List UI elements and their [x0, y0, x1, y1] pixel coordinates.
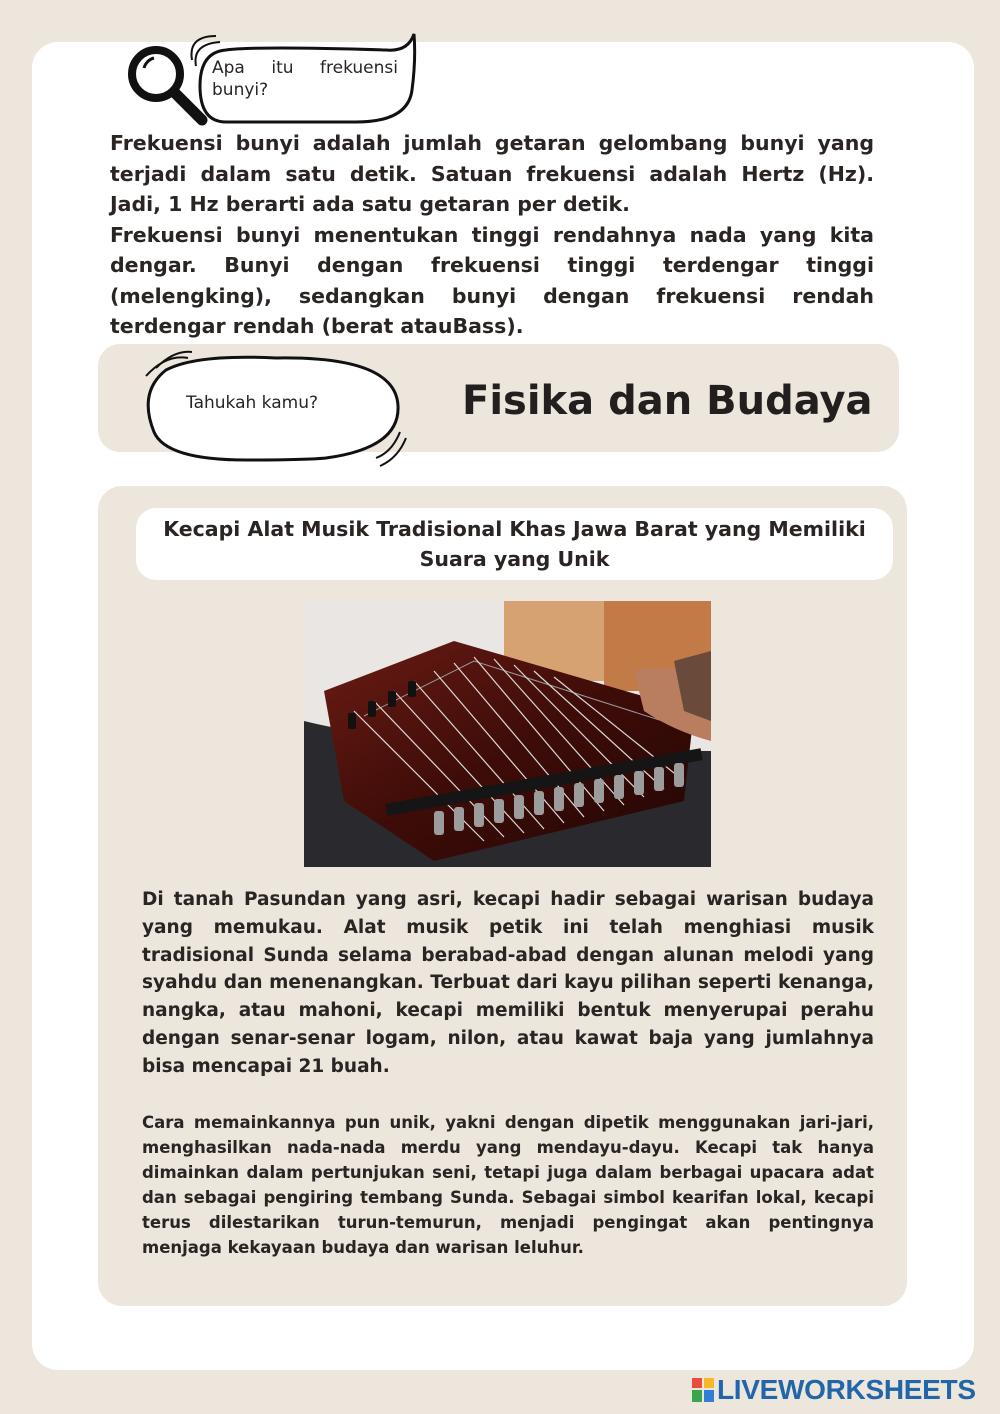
liveworksheets-logo-icon [692, 1378, 714, 1402]
intro-paragraph-1: Frekuensi bunyi adalah jumlah getaran gelombang bunyi yang terjadi dalam satu detik. Satuan frekuensi adalah Hertz (Hz). Jadi, 1 Hz berarti ada satu getaran per detik. [110, 131, 874, 216]
logo-text: LIVEWORKSHEETS [717, 1374, 976, 1405]
article-title: Kecapi Alat Musik Tradisional Khas Jawa Barat yang Memiliki Suara yang Unik [136, 508, 893, 580]
kecapi-photo [304, 601, 711, 867]
banner-bubble-text: Tahukah kamu? [186, 393, 318, 413]
article-paragraph-1: Di tanah Pasundan yang asri, kecapi hadir sebagai warisan budaya yang memukau. Alat musik petik ini telah menghiasi musik tradisional Sunda selama berabad-abad dengan alunan melodi yang syahdu dan menenangkan. Terbuat dari kayu pilihan seperti kenanga, nangka, atau mahoni, kecapi memiliki bentuk menyerupai perahu dengan senar-senar logam, nilon, atau kawat baja yang jumlahnya bisa mencapai 21 buah. [142, 889, 874, 1077]
intro-paragraph-2: Frekuensi bunyi menentukan tinggi rendahnya nada yang kita dengar. Bunyi dengan frekuensi tinggi terdengar tinggi (melengking), sedangkan bunyi dengan frekuensi rendah terdengar rendah (berat atauBass). [110, 222, 874, 338]
liveworksheets-logo[interactable] [692, 1374, 976, 1406]
intro-text [110, 128, 874, 342]
banner-title: Fisika dan Budaya [462, 378, 873, 424]
article-paragraph-2: Cara memainkannya pun unik, yakni dengan dipetik menggunakan jari-jari, menghasilkan nada-nada merdu yang mendayu-dayu. Kecapi tak hanya dimainkan dalam pertunjukan seni, tetapi juga dalam berbagai upacara adat dan sebagai pengiring tembang Sunda. Sebagai simbol kearifan lokal, kecapi terus dilestarikan turun-temurun, menjadi pengingat akan pentingnya menjaga kekayaan budaya dan warisan leluhur. [142, 1113, 874, 1257]
question-bubble-text: Apa itu frekuensi bunyi? [212, 58, 398, 100]
